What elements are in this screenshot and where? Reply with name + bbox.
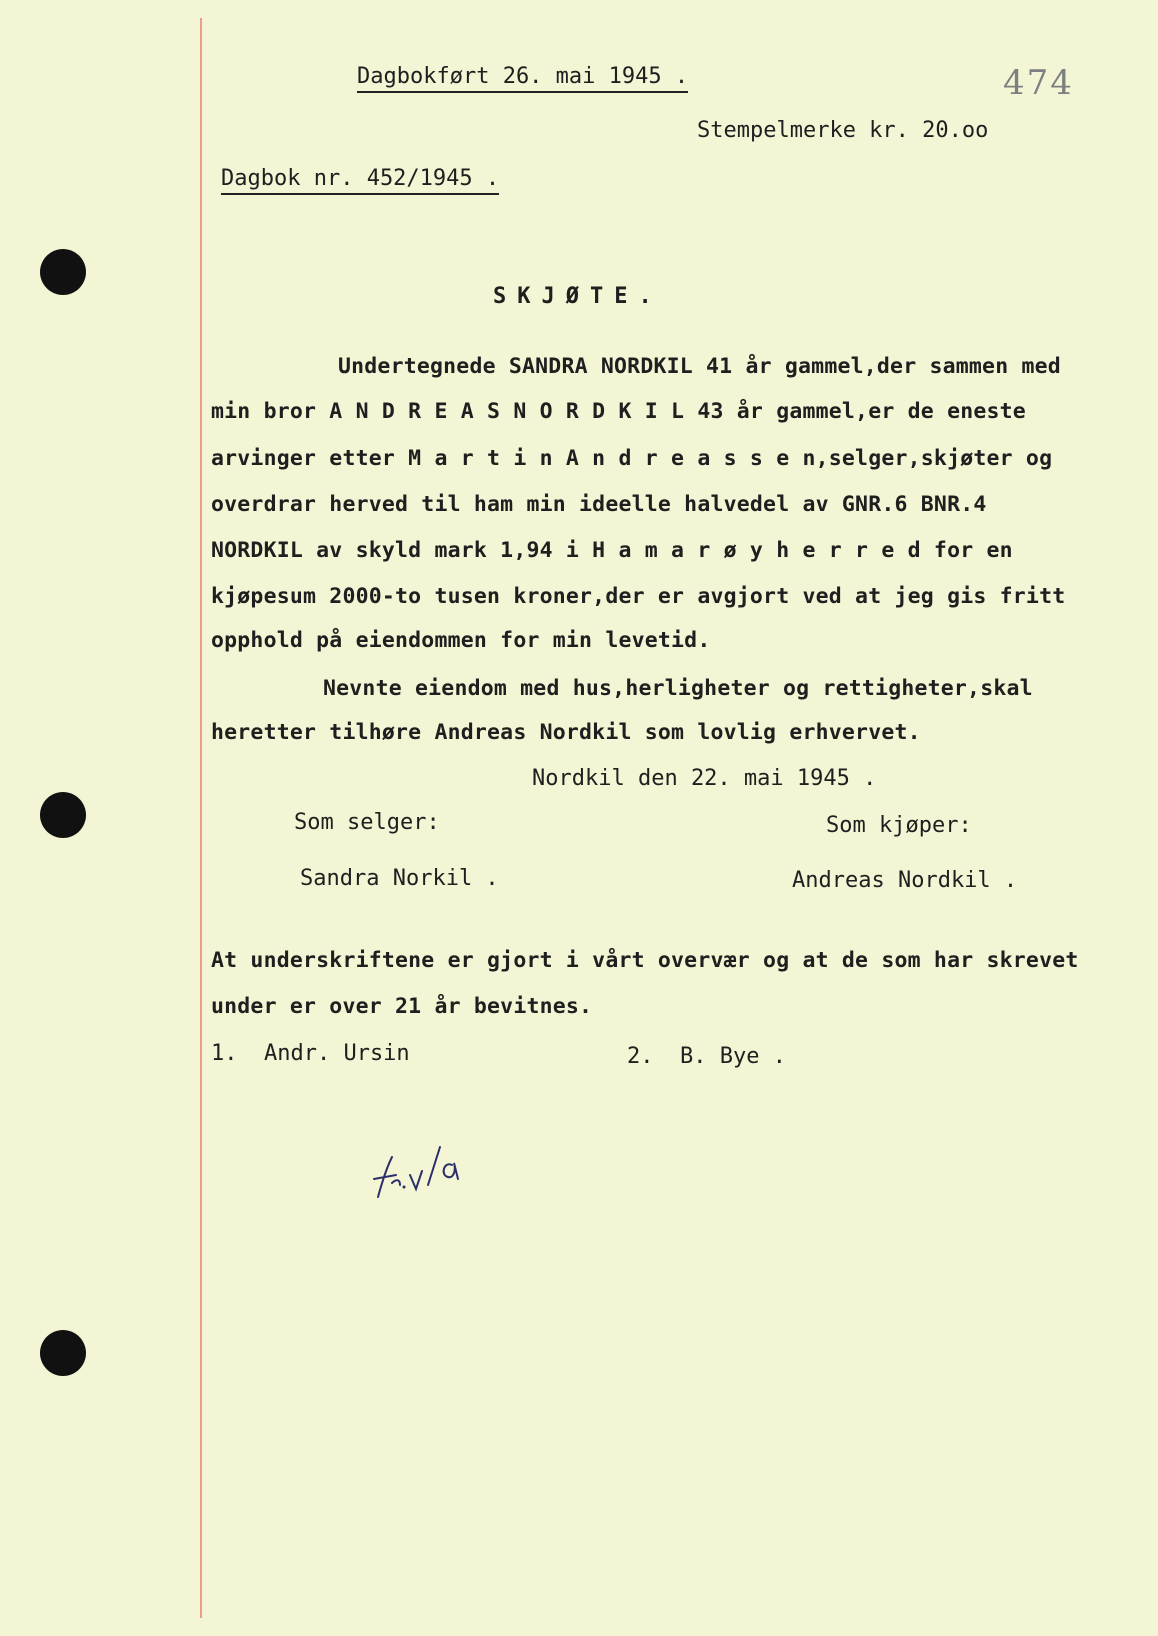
punch-hole xyxy=(40,249,86,295)
buyer-label: Som kjøper: xyxy=(826,813,972,838)
witness-2: 2. B. Bye . xyxy=(627,1044,786,1069)
buyer-name: Andreas Nordkil . xyxy=(792,868,1018,893)
place-date: Nordkil den 22. mai 1945 . xyxy=(532,766,877,791)
handwritten-initials-mark xyxy=(370,1135,470,1215)
page-number: 474 xyxy=(1003,63,1074,103)
margin-rule xyxy=(200,18,202,1618)
witness-1: 1. Andr. Ursin xyxy=(211,1041,410,1066)
body-line: overdrar herved til ham min ideelle halvedel av GNR.6 BNR.4 xyxy=(211,492,987,517)
body-line: Undertegnede SANDRA NORDKIL 41 år gammel,der sammen med xyxy=(338,354,1061,379)
body-line: Nevnte eiendom med hus,herligheter og rettigheter,skal xyxy=(323,676,1033,701)
punch-hole xyxy=(40,1330,86,1376)
punch-hole xyxy=(40,792,86,838)
handwritten-initials xyxy=(370,1135,470,1215)
witness-statement-line: under er over 21 år bevitnes. xyxy=(211,994,593,1019)
body-line: opphold på eiendommen for min levetid. xyxy=(211,628,711,653)
body-line: NORDKIL av skyld mark 1,94 i H a m a r ø y h e r r e d for en xyxy=(211,538,1013,563)
stempelmerke: Stempelmerke kr. 20.oo xyxy=(697,118,989,143)
body-line: heretter tilhøre Andreas Nordkil som lovlig erhvervet. xyxy=(211,720,921,745)
witness-statement-line: At underskriftene er gjort i vårt overvær og at de som har skrevet xyxy=(211,948,1079,973)
body-line: arvinger etter M a r t i n A n d r e a s s e n,selger,skjøter og xyxy=(211,446,1053,471)
document-title: SKJØTE. xyxy=(493,284,663,309)
body-line: min bror A N D R E A S N O R D K I L 43 år gammel,er de eneste xyxy=(211,399,1026,424)
seller-label: Som selger: xyxy=(294,810,440,835)
seller-name: Sandra Norkil . xyxy=(300,866,499,891)
body-line: kjøpesum 2000-to tusen kroner,der er avgjort ved at jeg gis fritt xyxy=(211,584,1066,609)
dagbokfort-line: Dagbokført 26. mai 1945 . xyxy=(357,66,688,93)
dagbok-nr: Dagbok nr. 452/1945 . xyxy=(221,168,499,195)
